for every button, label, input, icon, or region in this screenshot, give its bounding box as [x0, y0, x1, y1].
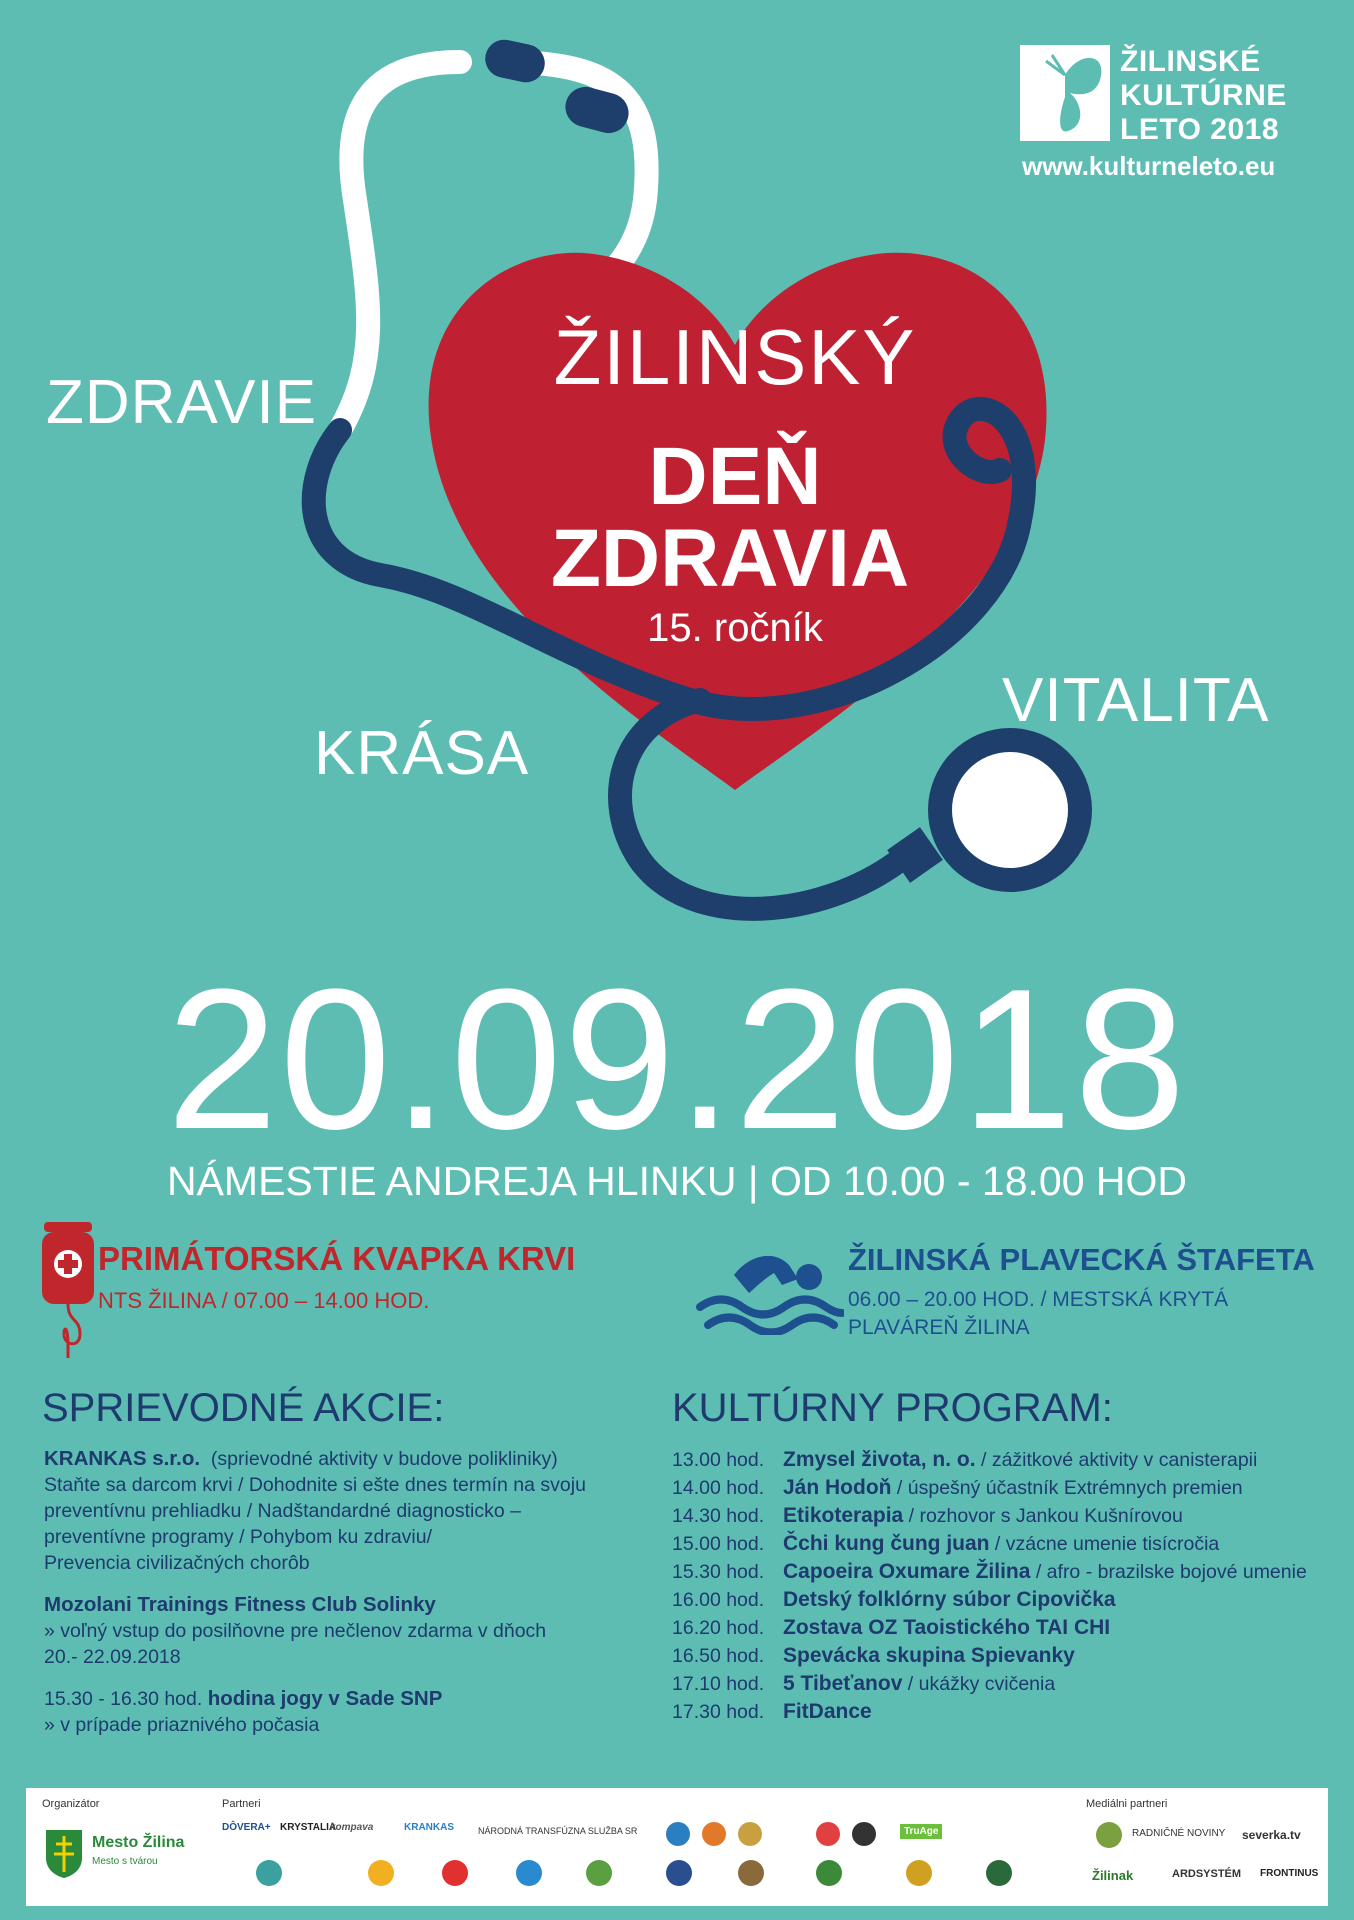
- logo-url: www.kulturneleto.eu: [1022, 151, 1276, 181]
- program-description: / rozhovor s Jankou Kušnírovou: [903, 1505, 1183, 1527]
- blood-bag-icon: [40, 1222, 96, 1362]
- event-date: 20.09.2018: [166, 948, 1188, 1171]
- partner-logo: KRYSTALIA: [280, 1822, 337, 1833]
- program-item: [783, 1586, 1332, 1614]
- city-crest-icon: [44, 1828, 84, 1880]
- side-event-yoga: [44, 1686, 644, 1738]
- krankas-line: Staňte sa darcom krvi / Dohodnite si ešte dnes termín na svoju: [44, 1474, 586, 1496]
- event-venue: NÁMESTIE ANDREJA HLINKU | OD 10.00 - 18.00 HOD: [166, 1158, 1188, 1204]
- media-logo: ARDSYSTÉM: [1172, 1868, 1242, 1880]
- partner-logo-icon: [986, 1860, 1012, 1886]
- program-row: [672, 1474, 1332, 1502]
- logo-line-2: KULTÚRNE: [1120, 79, 1287, 112]
- program-row: [672, 1558, 1332, 1586]
- logo-line-3: LETO 2018: [1120, 113, 1280, 146]
- program-performer: Ján Hodoň: [783, 1476, 892, 1499]
- side-event-mozolani: [44, 1592, 644, 1670]
- chestpiece-diaphragm: [952, 752, 1068, 868]
- partner-logo: DÔVERA+: [222, 1822, 271, 1833]
- program-description: / ukážky cvičenia: [902, 1673, 1056, 1695]
- yoga-name: hodina jogy v Sade SNP: [207, 1687, 443, 1710]
- program-time: 17.10 hod.: [672, 1673, 765, 1695]
- program-item: [783, 1614, 1332, 1642]
- mozolani-name: Mozolani Trainings Fitness Club Solinky: [44, 1593, 436, 1616]
- mozolani-line: » voľný vstup do posilňovne pre nečlenov zdarma v dňoch: [44, 1620, 547, 1642]
- partner-logo-icon: [738, 1822, 762, 1846]
- word-vitalita: VITALITA: [1002, 666, 1270, 735]
- partner-logo-icon: [586, 1860, 612, 1886]
- earpiece-icon: [482, 36, 549, 86]
- program-time: 13.00 hod.: [672, 1449, 765, 1471]
- program-time: 17.30 hod.: [672, 1701, 765, 1723]
- program-item: [783, 1446, 1332, 1474]
- partner-logo-icon: [852, 1822, 876, 1846]
- krankas-note: (sprievodné aktivity v budove polikliniky): [210, 1448, 558, 1470]
- partner-logo: TruAge: [900, 1824, 942, 1839]
- edition-label: 15. ročník: [647, 606, 823, 650]
- partner-logo-icon: [516, 1860, 542, 1886]
- program-item: [783, 1670, 1332, 1698]
- partner-logo-icon: [816, 1860, 842, 1886]
- program-description: / vzácne umenie tisícročia: [989, 1533, 1220, 1555]
- partner-logo: kompava: [330, 1822, 374, 1833]
- program-performer: Zostava OZ Taoistického TAI CHI: [783, 1616, 1111, 1639]
- program-time: 16.00 hod.: [672, 1589, 765, 1611]
- program-performer: Čchi kung čung juan: [783, 1532, 990, 1555]
- program-item: [783, 1502, 1332, 1530]
- program-row: [672, 1614, 1332, 1642]
- side-events-list: [44, 1446, 644, 1754]
- program-time: 15.30 hod.: [672, 1561, 765, 1583]
- sponsors-footer: [26, 1788, 1328, 1906]
- yoga-note: » v prípade priaznivého počasia: [44, 1714, 320, 1736]
- program-time: 14.00 hod.: [672, 1477, 765, 1499]
- program-performer: Spevácka skupina Spievanky: [783, 1644, 1075, 1667]
- mozolani-line: 20.- 22.09.2018: [44, 1646, 181, 1668]
- program-time: 14.30 hod.: [672, 1505, 765, 1527]
- media-logo: RADNIČNÉ NOVINY: [1132, 1828, 1226, 1839]
- program-row: [672, 1502, 1332, 1530]
- program-item: [783, 1558, 1332, 1586]
- organizer-motto: Mesto s tvárou: [92, 1856, 158, 1867]
- krankas-line: preventívne programy / Pohybom ku zdraviu/: [44, 1526, 433, 1548]
- program-item: [783, 1698, 1332, 1726]
- word-zdravie: ZDRAVIE: [46, 368, 318, 437]
- krankas-line: preventívnu prehliadku / Nadštandardné diagnosticko –: [44, 1500, 521, 1522]
- program-row: [672, 1586, 1332, 1614]
- program-item: [783, 1474, 1332, 1502]
- swim-relay-info: 06.00 – 20.00 HOD. / MESTSKÁ KRYTÁ PLAVÁREŇ ŽILINA: [848, 1288, 1229, 1339]
- swim-relay-title: ŽILINSKÁ PLAVECKÁ ŠTAFETA: [848, 1242, 1315, 1277]
- partners-label: Partneri: [222, 1798, 261, 1810]
- program-row: [672, 1670, 1332, 1698]
- word-krasa: KRÁSA: [314, 719, 530, 788]
- headline-line-2: DEŇ: [648, 431, 822, 522]
- program-item: [783, 1642, 1332, 1670]
- program-row: [672, 1530, 1332, 1558]
- partner-logo-icon: [442, 1860, 468, 1886]
- program-description: / úspešný účastník Extrémnych premien: [891, 1477, 1243, 1499]
- program-performer: Etikoterapia: [783, 1504, 904, 1527]
- program-title: KULTÚRNY PROGRAM:: [672, 1386, 1113, 1430]
- program-performer: Detský folklórny súbor Cipovička: [783, 1588, 1116, 1611]
- program-performer: Zmysel života, n. o.: [783, 1448, 976, 1471]
- blood-drive-info: NTS ŽILINA / 07.00 – 14.00 HOD.: [98, 1288, 430, 1313]
- krankas-line: Prevencia civilizačných chorôb: [44, 1552, 310, 1574]
- media-logo: severka.tv: [1242, 1828, 1301, 1842]
- partner-logo-icon: [666, 1822, 690, 1846]
- partner-logo-icon: [738, 1860, 764, 1886]
- media-logo: FRONTINUS: [1260, 1868, 1319, 1879]
- program-row: [672, 1446, 1332, 1474]
- partner-logo-icon: [1096, 1822, 1122, 1848]
- program-performer: 5 Tibeťanov: [783, 1672, 903, 1695]
- partner-logo-icon: [666, 1860, 692, 1886]
- partner-logo: NÁRODNÁ TRANSFÚZNA SLUŽBA SR: [478, 1826, 638, 1836]
- organizer-label: Organizátor: [42, 1798, 100, 1810]
- partner-logo-icon: [368, 1860, 394, 1886]
- program-time: 16.50 hod.: [672, 1645, 765, 1667]
- program-list: [672, 1446, 1332, 1726]
- media-partners-label: Mediálni partneri: [1086, 1798, 1168, 1810]
- organizer-name: Mesto Žilina: [92, 1834, 185, 1851]
- headline-line-3: ZDRAVIA: [550, 513, 910, 604]
- partner-logo-icon: [816, 1822, 840, 1846]
- program-description: / afro - brazilske bojové umenie: [1030, 1561, 1307, 1583]
- partner-logo: KRANKAS: [404, 1822, 454, 1833]
- headline-line-1: ŽILINSKÝ: [553, 313, 917, 401]
- program-item: [783, 1530, 1332, 1558]
- program-performer: FitDance: [783, 1700, 872, 1723]
- yoga-time: 15.30 - 16.30 hod.: [44, 1688, 203, 1710]
- program-time: 16.20 hod.: [672, 1617, 765, 1639]
- side-events-title: SPRIEVODNÉ AKCIE:: [42, 1386, 445, 1430]
- logo-line-1: ŽILINSKÉ: [1120, 45, 1261, 78]
- program-row: [672, 1642, 1332, 1670]
- program-row: [672, 1698, 1332, 1726]
- blood-drive-title: PRIMÁTORSKÁ KVAPKA KRVI: [98, 1240, 576, 1277]
- side-event-krankas: [44, 1446, 644, 1576]
- media-logo: Žilinak: [1092, 1868, 1134, 1883]
- krankas-name: KRANKAS s.r.o.: [44, 1447, 201, 1470]
- program-description: / zážitkové aktivity v canisterapii: [975, 1449, 1258, 1471]
- partner-logo-icon: [256, 1860, 282, 1886]
- swimmer-icon: [694, 1235, 844, 1335]
- program-performer: Capoeira Oxumare Žilina: [783, 1560, 1031, 1583]
- program-time: 15.00 hod.: [672, 1533, 765, 1555]
- partner-logo-icon: [906, 1860, 932, 1886]
- partner-logo-icon: [702, 1822, 726, 1846]
